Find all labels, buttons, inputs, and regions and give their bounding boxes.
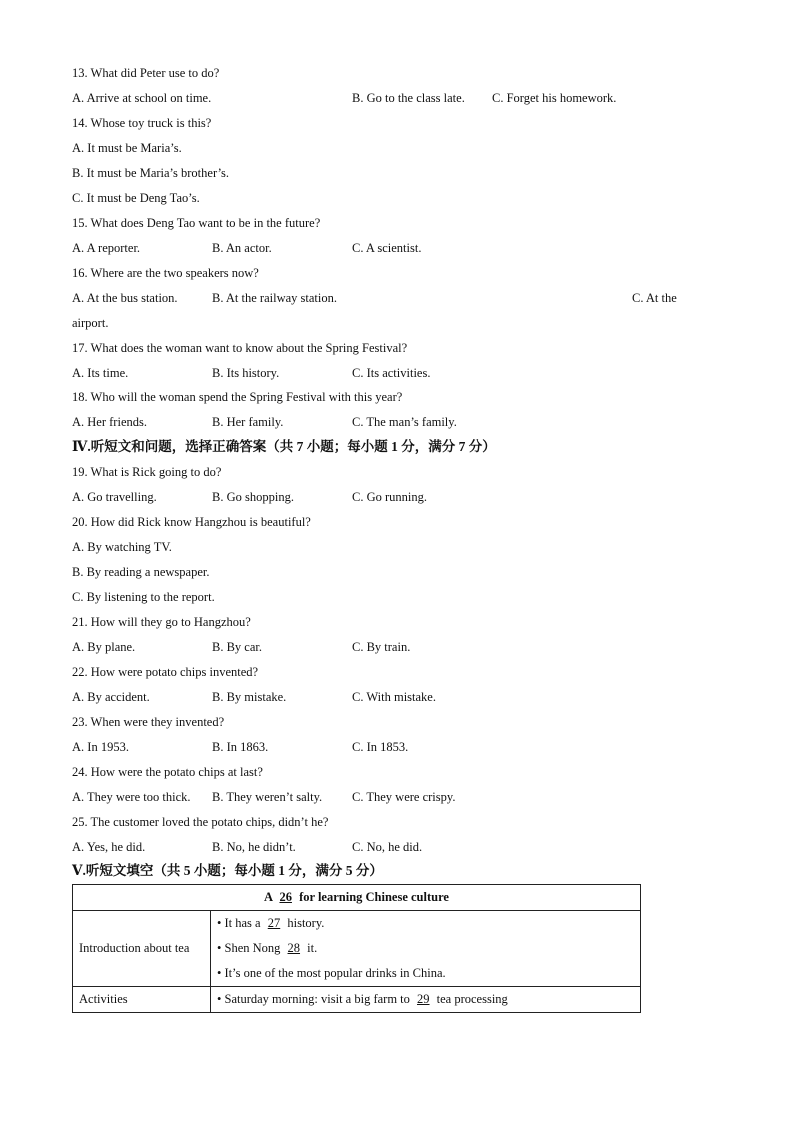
answer-option: B. They weren’t salty.: [212, 790, 323, 804]
title-suffix: for learning Chinese culture: [299, 890, 449, 904]
question-stem: 21. How will they go to Hangzhou?: [72, 615, 251, 629]
options-row: [72, 414, 712, 430]
answer-option: B. In 1863.: [212, 740, 269, 754]
answer-option: C. By train.: [352, 640, 411, 654]
question-stem: B. It must be Maria’s brother’s.: [72, 166, 230, 180]
answer-option: B. No, he didn’t.: [212, 840, 296, 854]
answer-option: B. Go shopping.: [212, 490, 294, 504]
answer-option: B. At the railway station.: [212, 291, 337, 305]
question-stem: 24. How were the potato chips at last?: [72, 765, 263, 779]
answer-option: A. Her friends.: [72, 415, 147, 429]
bullet-item: • Shen Nong 28 it.: [217, 936, 634, 961]
blank-28: 28: [287, 941, 301, 955]
question-stem: 13. What did Peter use to do?: [72, 66, 220, 80]
blank-29: 29: [417, 992, 430, 1006]
question-stem: 15. What does Deng Tao want to be in the future?: [72, 216, 321, 230]
answer-option: B. Go to the class late.: [352, 91, 465, 105]
question-stem: C. By listening to the report.: [72, 590, 215, 604]
answer-option: B. Its history.: [212, 366, 280, 380]
answer-option: A. By accident.: [72, 690, 150, 704]
options-row: [72, 90, 712, 106]
question-stem: 18. Who will the woman spend the Spring Festival with this year?: [72, 390, 403, 404]
options-row: [72, 365, 712, 381]
options-row: [72, 290, 712, 306]
question-stem: 25. The customer loved the potato chips, didn’t he?: [72, 815, 329, 829]
bullet-item: • It’s one of the most popular drinks in China.: [217, 966, 446, 980]
question-stem: airport.: [72, 316, 109, 330]
title-prefix: A: [264, 890, 273, 904]
table-row: [73, 987, 641, 1013]
question-stem: A. By watching TV.: [72, 540, 172, 554]
answer-option: C. The man’s family.: [352, 415, 457, 429]
answer-option: C. They were crispy.: [352, 790, 456, 804]
blank-26: 26: [279, 890, 292, 904]
section-heading: Ⅳ.听短文和问题，选择正确答案（共 7 小题；每小题 1 分，满分 7 分）: [72, 439, 496, 454]
answer-option: A. Arrive at school on time.: [72, 91, 212, 105]
bullet-item: • It has a 27 history.: [217, 911, 634, 936]
row-content: [211, 987, 641, 1013]
answer-option: C. Go running.: [352, 490, 427, 504]
options-row: [72, 839, 712, 855]
answer-option: A. A reporter.: [72, 241, 141, 255]
answer-option: A. By plane.: [72, 640, 136, 654]
answer-option: C. A scientist.: [352, 241, 422, 255]
options-row: [72, 639, 712, 655]
question-stem: 22. How were potato chips invented?: [72, 665, 259, 679]
answer-option: B. Her family.: [212, 415, 284, 429]
answer-option: C. Its activities.: [352, 366, 431, 380]
options-row: [72, 489, 712, 505]
question-stem: B. By reading a newspaper.: [72, 565, 210, 579]
row-label: Introduction about tea: [73, 911, 211, 987]
section-heading: Ⅴ.听短文填空（共 5 小题；每小题 1 分，满分 5 分）: [72, 863, 383, 878]
options-row: [72, 739, 712, 755]
answer-option: C. At the: [632, 291, 677, 305]
question-stem: 14. Whose toy truck is this?: [72, 116, 212, 130]
answer-option: C. With mistake.: [352, 690, 436, 704]
question-stem: 23. When were they invented?: [72, 715, 225, 729]
row-label: Activities: [73, 987, 211, 1013]
blank-27: 27: [267, 916, 281, 930]
options-row: [72, 240, 712, 256]
question-stem: A. It must be Maria’s.: [72, 141, 182, 155]
answer-option: C. No, he did.: [352, 840, 423, 854]
table-row: [73, 911, 641, 987]
question-stem: 20. How did Rick know Hangzhou is beautiful?: [72, 515, 311, 529]
options-row: [72, 689, 712, 705]
bullet-item: • Saturday morning: visit a big farm to 29 tea processing: [217, 987, 634, 1012]
answer-option: A. In 1953.: [72, 740, 129, 754]
answer-option: A. They were too thick.: [72, 790, 191, 804]
question-stem: 19. What is Rick going to do?: [72, 465, 222, 479]
table-title-row: [73, 885, 641, 911]
answer-option: A. At the bus station.: [72, 291, 178, 305]
question-stem: 17. What does the woman want to know about the Spring Festival?: [72, 341, 408, 355]
answer-option: B. By car.: [212, 640, 262, 654]
answer-option: B. By mistake.: [212, 690, 287, 704]
note-table: [72, 884, 641, 1013]
question-stem: 16. Where are the two speakers now?: [72, 266, 259, 280]
question-stem: C. It must be Deng Tao’s.: [72, 191, 200, 205]
table-title: [73, 885, 641, 911]
answer-option: B. An actor.: [212, 241, 272, 255]
answer-option: A. Its time.: [72, 366, 129, 380]
answer-option: A. Yes, he did.: [72, 840, 146, 854]
options-row: [72, 789, 712, 805]
row-content: [211, 911, 641, 987]
answer-option: C. Forget his homework.: [492, 91, 617, 105]
answer-option: A. Go travelling.: [72, 490, 157, 504]
answer-option: C. In 1853.: [352, 740, 409, 754]
